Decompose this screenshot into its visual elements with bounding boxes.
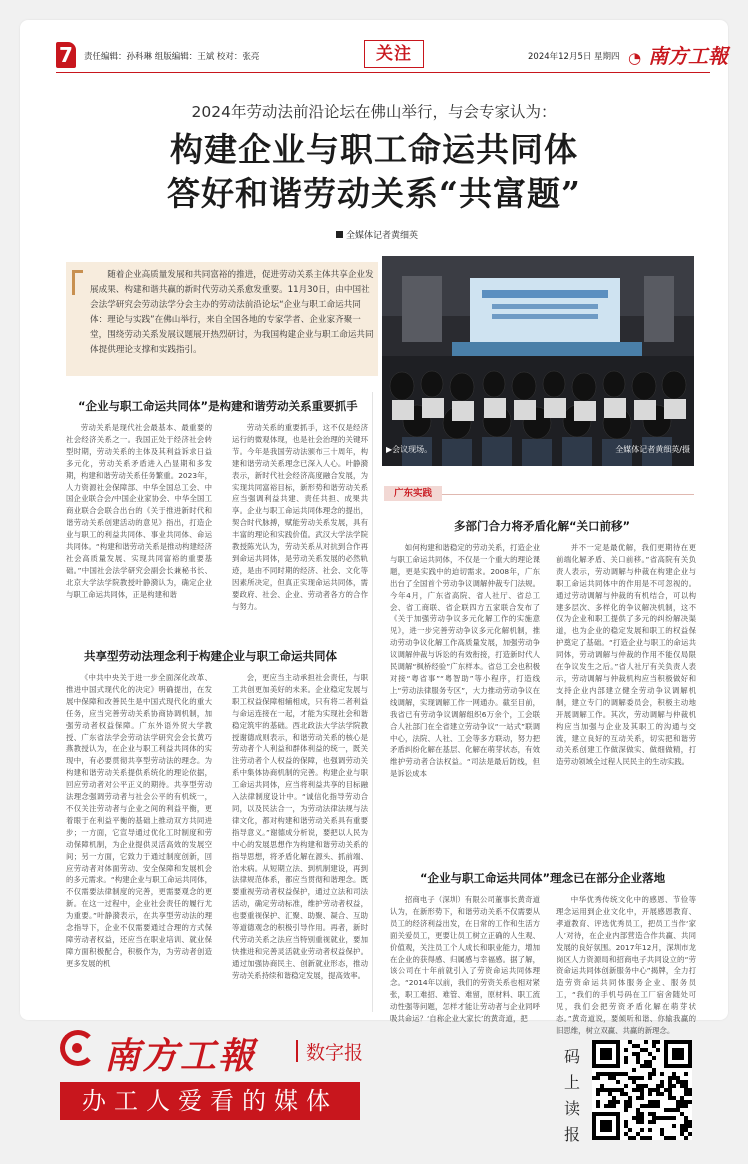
section1-column-left: 劳动关系是现代社会最基本、最重要的社会经济关系之一。我国正处于经济社会转型时期，劳动关系的主体及其利益诉求日益多元化，劳动关系矛盾进入凸显期和多发期，构建和谐劳动关系任务繁重。2023年，人力资源社会保障部、中华全国总工会、中国企业联合会/中国企业家协会、中华全国工商业联合会联合出台的《关于推进新时代和谐劳动关系创建活动的意见》指出，打造企业与职工的利益共同体、事业共同体、命运共同体。“构建和谐劳动关系是推动构建经济社会高质量发展、实现共同富裕的重要基础。”中国社会法学研究会副会长兼秘书长、北京大学法学院教授叶静漪认为，确定企业与职工命运共同体，正是构建和谐 [66, 423, 212, 599]
section3-column-left: 如何构建和谐稳定的劳动关系，打造企业与职工命运共同体，不仅是一个重大的理论课题，更是实践中的迫切需求。2008年，广东出台了全国首个劳动争议调解仲裁专门法规。今年4月，广东省高院、省人社厅、省总工会、省工商联、省企联四方五家联合发布了《关于加强劳动争议多元化解工作的实施意见》，进一步完善劳动争议多元化解机制，推动劳动争议化解工作高质量发展，加强劳动争议调解仲裁与诉讼的有效衔接，打造新时代人民调解“枫桥经验”广东样本。省总工会也积极对接“粤省事”“粤智助”等小程序，打造线上“劳动法律服务专区”，大力推动劳动争议在线调解，实现调解工作一网通办。截至目前，我省已有劳动争议调解组织6万余个，工会联合人社部门在全省建立劳动争议“一站式”联调中心，法院、人社、工会等多方联动，努力把矛盾纠纷化解在基层、化解在萌芽状态，有效维护劳动者合法权益。“司法是最后防线，但是诉讼成本 [390, 543, 540, 779]
section4-column-left: 招商电子（深圳）有限公司董事长黄奇道认为，在新形势下，和谐劳动关系不仅需要从员工的经济利益出发，在日常的工作和生活方面关爱员工，更要让员工树立正确的人生观、价值观，关注员工个人成长和职业能力，增加在企业的获得感、归属感与幸福感。据了解，该公司在十年前就引入了劳资命运共同体理念。“2014年以前，我们的劳资关系也相对紧张，职工难招、难管、难留，原材料、职工流动性强等问题，怎样才能让劳动者与企业同呼吸共命运？‘自称企业大家长’的黄奇道，把 [390, 895, 540, 1024]
section3-heading: 多部门合力将矛盾化解“关口前移” [454, 519, 631, 533]
section2-column-left: 《中共中央关于进一步全面深化改革、推进中国式现代化的决定》明确提出，在发展中保障和改善民生是中国式现代化的重大任务，应当完善劳动关系协商协调机制，加强劳动者权益保障。广东外语外贸大学教授、广东省法学会劳动法学研究会会长黄巧燕教授认为，在企业与职工利益共同体的实现中，有必要贯彻共享型劳动法的理念。为构建和谐劳动关系提供系统化的理论依据，回应劳动者对公平正义的期待。共享型劳动法理念强调劳动者与社会公平的有机统一，不仅关注劳动者与企业之间的利益平衡，更着眼于在利益平衡的基础上推动双方共同进步；一方面，它宣导通过优化工时制度和劳动保障机制，为企业提供灵活高效的发展空间；另一方面，它致力于通过制度创新，回应劳动者对体面劳动、安全保障和发展机会的多元需求。“构建企业与职工命运共同体，不仅需要法律制度的完善，更需要观念的更新。在这一过程中，企业社会责任的履行尤为重要。”叶静漪表示，在共享型劳动法的理念指导下，企业不仅需要通过合理的方式保障劳动者权益，还应当在职业培训、就业保障方面积极配合，积极作为，为劳动者创造更多发展的机 [66, 673, 212, 968]
issue-date: 2024年12月5日 星期四 [528, 52, 620, 62]
footer-logo [60, 1028, 372, 1076]
footer-brand-name: 南方工報 [104, 1035, 257, 1077]
article-subhead: 2024年劳动法前沿论坛在佛山举行，与会专家认为： [191, 103, 557, 121]
corner-bracket-icon [72, 270, 83, 295]
qr-code-icon[interactable] [592, 1040, 692, 1140]
section3-column-right: 并不一定是最优解，我们更期待在更前端化解矛盾、关口前移。”省高院有关负责人表示，劳动调解与仲裁在构建企业与职工命运共同体中的作用是不可忽视的。通过劳动调解与仲裁的有机结合，可以构建多层次、多样化的争议解决机制，这不仅为企业和职工提供了多元的纠纷解决渠道，也为企业的稳定发展和职工的权益保护奠定了基础。“打造企业与职工的命运共同体，劳动调解与仲裁的作用不能仅局限在争议发生之后。”省人社厅有关负责人表示，劳动调解与仲裁机构应当积极做好和支持企业内部建立健全劳动争议调解机制，建立专门的调解委员会，积极主动地开展调解工作。其次，劳动调解与仲裁机构应当加强与企业及其职工的沟通与交流，建立良好的互动关系，切实把和谐劳动关系创建工作做深做实、做细做精，打造劳动领域全过程人民民主的生动实践。 [556, 543, 696, 767]
footer-slogan: 办工人爱看的媒体 [60, 1082, 360, 1120]
section-label: 关注 [364, 40, 424, 68]
section3-tag: 广东实践 [384, 486, 442, 501]
section2-column-right: 会，更应当主动承担社会责任，与职工共创更加美好的未来。企业稳定发展与职工权益保障相辅相成，只有将二者利益与命运连接在一起，才能为实现社会和谐稳定筑牢的基础。西北政法大学法学院教授谢德成则表示，和谐劳动关系的核心是劳动者个人利益和群体利益的统一，既关注劳动者个人权益的保障，也强调劳动关系中集体协商机制的完善。构建企业与职工命运共同体，应当将利益共享的目标融入法律制度设计中。“诚信化指导劳动合同，以及民法合一，为劳动法律法规与法律文化，都对构建和谐劳动关系具有重要指导意义。”谢德成分析说，要把以人民为中心的发展思想作为构建和谐劳动关系的指导思想，将矛盾化解在源头、抓前端、治未病。从短期立法、到机制建设，再到法律规范体系，都应当贯彻和谐理念。既要重视劳动者权益保护，通过立法和司法活动，确定劳动标准，维护劳动者权益，也要重视保护、汇聚、助聚、凝合、互助等道德观念的积极引导作用。再者，新时代劳动关系之法应当特别重视就业，要加快推进和完善灵活就业劳动者权益保护。通过加强协商民主、创新就业形态，推动劳动关系持续和谐稳定发展，提高效率。 [232, 673, 368, 980]
section1-column-right: 劳动关系的重要抓手，这不仅是经济运行的微观体现，也是社会治理的关键环节。今年是我国劳动法颁布三十周年，构建和谐劳动关系理念已深入人心。叶静漪表示，新时代社会经济高度融合发展，为实现共同富裕目标，新形势和谐劳动关系应当强调利益共建、责任共担、成果共享。企业与职工命运共同体理念的提出，契合时代脉搏，赋能劳动关系发展，具有丰富的理论和实践价值。武汉大学法学院教授陈光认为，劳动关系从对抗到合作再到命运共同体，是劳动关系发展的必然轨迹，是由不同时期的经济、社会、文化等因素所决定，但真正实现命运共同体，需要政府、社会、企业、劳动者各方的合作与努力。 [232, 423, 368, 611]
editor-credits: 责任编辑：孙科琳 组版编辑：王斌 校对：张亮 [84, 52, 260, 62]
photo-caption-left: ▶会议现场。 [386, 445, 433, 454]
conference-photo [382, 256, 694, 466]
masthead-logo-text: 南方工報 [648, 44, 729, 68]
brand-dot-icon [72, 1043, 82, 1053]
section1-heading: “企业与职工命运共同体”是构建和谐劳动关系重要抓手 [78, 399, 358, 413]
square-bullet-icon [336, 231, 343, 238]
byline-text: 全媒体记者黄细英 [346, 231, 419, 241]
tag-divider [442, 494, 694, 495]
article-byline [336, 228, 418, 241]
column-divider [372, 392, 373, 1012]
logo-mark-icon: ◔ [628, 49, 642, 67]
section4-heading: “企业与职工命运共同体”理念已在部分企业落地 [420, 871, 666, 885]
masthead-logo [628, 40, 728, 69]
newspaper-page [20, 20, 729, 1035]
qr-label: 码上读报 [563, 1047, 580, 1144]
section2-heading: 共享型劳动法理念利于构建企业与职工命运共同体 [84, 649, 337, 663]
article-title-line-2: 答好和谐劳动关系“共富题” [167, 174, 581, 213]
header-divider [56, 72, 710, 73]
lead-paragraph: 随着企业高质量发展和共同富裕的推进，促进劳动关系主体共享企业发展成果、构建和谐共赢的新时代劳动关系愈发重要。11月30日，由中国社会法学研究会劳动法学分会主办的劳动法前沿论坛“企业与职工命运共同体：理论与实践”在佛山举行，来自全国各地的专家学者、企业家齐聚一堂，围绕劳动关系发展议题展开热烈研讨，为我国构建企业与职工命运共同体提供理论支撑和实践指引。 [90, 270, 374, 355]
footer-digital-label: 数字报 [306, 1042, 364, 1064]
conference-photo-illustration [382, 256, 694, 466]
section4-column-right: 中华优秀传统文化中的感恩、节俭等理念运用到企业文化中，开展感恩教育、孝道教育、评选优秀员工，把员工当作‘家人’对待，在企业内部营造合作共赢、共同发展的良好氛围。2017年12月，深圳市龙岗区人力资源局和招商电子共同设立的“劳资命运共同体创新服务中心”揭牌，全力打造劳资命运共同体服务企业、服务员工，“我们的手机号码在工厂宿舍随处可见，我们会把劳资矛盾化解在萌芽状态。”黄奇道说，要倾听和谐、你输我赢的旧思维，树立双赢、共赢的新理念。 [556, 895, 696, 1035]
lead-paragraph-box [66, 262, 378, 376]
footer-logo-separator [296, 1040, 298, 1062]
page-header [56, 28, 729, 88]
photo-credit: 全媒体记者黄细英/摄 [615, 445, 690, 454]
article-title-line-1: 构建企业与职工命运共同体 [170, 130, 578, 169]
photo-caption-left-text: 会议现场。 [392, 445, 433, 454]
page-number: 7 [56, 42, 76, 68]
